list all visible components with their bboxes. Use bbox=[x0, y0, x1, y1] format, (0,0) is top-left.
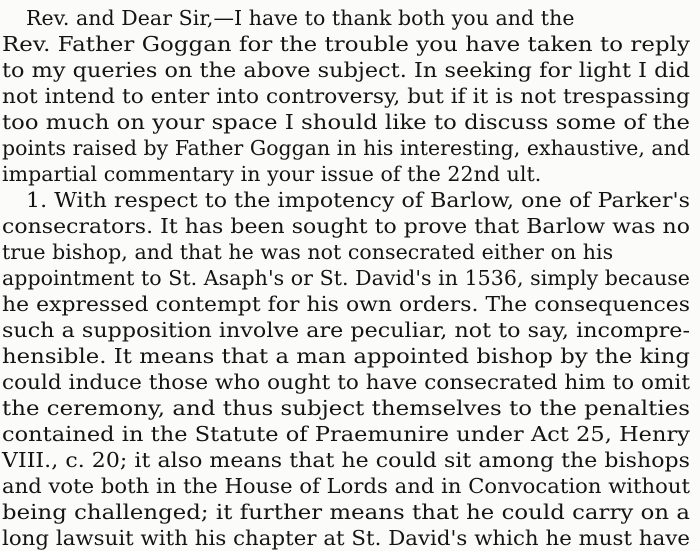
text-line-20: being challenged; it further means that he could carry on a bbox=[2, 500, 690, 524]
text-line-18: VIII., c. 20; it also means that he could sit among the bishops bbox=[2, 448, 690, 472]
text-line-7: impartial commentary in your issue of the 22nd ult. bbox=[2, 162, 542, 186]
text-line-14: hensible. It means that a man appointed bishop by the king bbox=[2, 344, 690, 368]
text-line-21: long lawsuit with his chapter at St. David's which he must have bbox=[2, 526, 690, 550]
text-line-13: such a supposition involve are peculiar, not to say, incompre- bbox=[2, 318, 690, 342]
text-line-16: the ceremony, and thus subject themselves to the penalties bbox=[2, 396, 690, 420]
text-line-19: and vote both in the House of Lords and in Convocation without bbox=[2, 474, 690, 498]
text-line-1: Rev. and Dear Sir,—I have to thank both you and the bbox=[26, 6, 575, 30]
text-line-9: consecrators. It has been sought to prove that Barlow was no bbox=[2, 214, 690, 238]
text-line-8: 1. With respect to the impotency of Barlow, one of Parker's bbox=[26, 188, 690, 212]
text-line-2: Rev. Father Goggan for the trouble you have taken to reply bbox=[2, 32, 690, 56]
text-line-3: to my queries on the above subject. In seeking for light I did bbox=[2, 58, 690, 82]
text-line-5: too much on your space I should like to discuss some of the bbox=[2, 110, 690, 134]
text-line-12: he expressed contempt for his own orders. The consequences bbox=[2, 292, 690, 316]
text-line-11: appointment to St. Asaph's or St. David's in 1536, simply because bbox=[2, 266, 690, 290]
text-line-10: true bishop, and that he was not consecrated either on his bbox=[2, 240, 614, 264]
text-line-15: could induce those who ought to have consecrated him to omit bbox=[2, 370, 690, 394]
text-line-4: not intend to enter into controversy, but if it is not trespassing bbox=[2, 84, 690, 108]
text-line-17: contained in the Statute of Praemunire under Act 25, Henry bbox=[2, 422, 690, 446]
text-line-6: points raised by Father Goggan in his interesting, exhaustive, and bbox=[2, 136, 690, 160]
